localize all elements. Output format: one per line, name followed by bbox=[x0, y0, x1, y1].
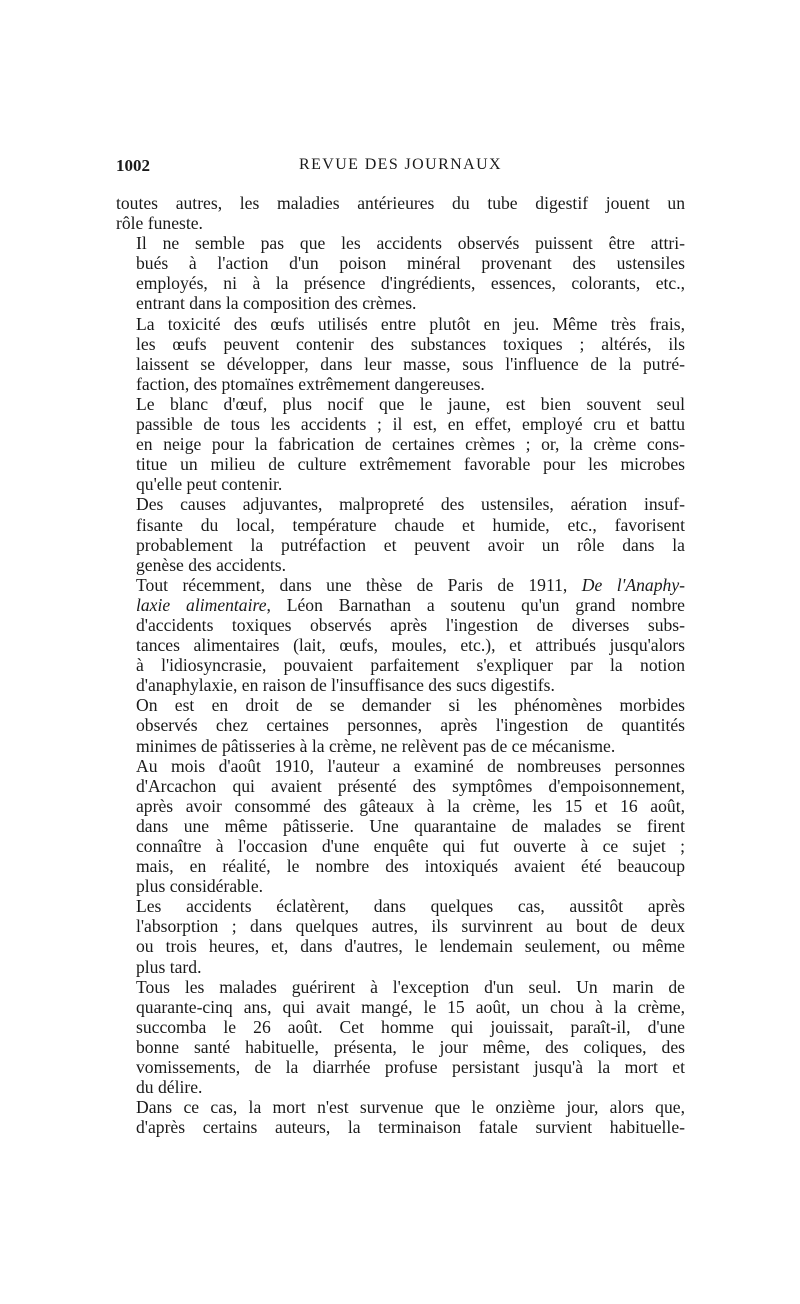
paragraph-mineral-poison bbox=[116, 233, 685, 313]
paragraph-onset-timing bbox=[116, 896, 685, 976]
paragraph-eleventh-day bbox=[116, 1097, 685, 1137]
paragraph-continuation bbox=[116, 193, 685, 233]
paragraph-egg-white bbox=[116, 394, 685, 494]
text-line: bués à l'action d'un poison minéral provenant des ustensiles bbox=[136, 253, 685, 274]
paragraph-barnathan-thesis bbox=[116, 575, 685, 696]
text-line: mais, en réalité, le nombre des intoxiqués avaient été beaucoup bbox=[136, 856, 685, 877]
text-line: après avoir consommé des gâteaux à la crème, les 15 et 16 août, bbox=[136, 795, 685, 816]
text-line: Il ne semble pas que les accidents observés puissent être attri- bbox=[136, 233, 685, 254]
text-line: Le blanc d'œuf, plus nocif que le jaune, est bien souvent seul bbox=[136, 393, 685, 414]
page-number: 1002 bbox=[116, 156, 150, 175]
text-line: entrant dans la composition des crèmes. bbox=[136, 293, 417, 314]
text-line: d'anaphylaxie, en raison de l'insuffisance des sucs digestifs. bbox=[136, 675, 555, 696]
text-line: vomissements, de la diarrhée profuse persistant jusqu'à la mort et bbox=[136, 1057, 685, 1078]
text-line: La toxicité des œufs utilisés entre plutôt en jeu. Même très frais, bbox=[136, 313, 685, 334]
text-line: employés, ni à la présence d'ingrédients, essences, colorants, etc., bbox=[136, 273, 685, 294]
text-line: plus considérable. bbox=[136, 876, 264, 897]
text-line: Des causes adjuvantes, malpropreté des ustensiles, aération insuf- bbox=[136, 494, 685, 515]
text-line: observés chez certaines personnes, après l'ingestion de quantités bbox=[136, 715, 685, 736]
running-head bbox=[116, 156, 685, 180]
paragraph-fatal-case bbox=[116, 977, 685, 1098]
text-line: les œufs peuvent contenir des substances toxiques ; altérés, ils bbox=[136, 333, 685, 354]
text-line: titue un milieu de culture extrêmement favorable pour les microbes bbox=[136, 454, 685, 475]
text-line: à l'idiosyncrasie, pouvaient parfaitement s'expliquer par la notion bbox=[136, 655, 685, 676]
paragraph-adjuvant-causes bbox=[116, 494, 685, 574]
text-line: ou trois heures, et, dans d'autres, le lendemain seulement, ou même bbox=[136, 936, 685, 957]
thesis-title-part: De l'Anaphy- bbox=[581, 574, 685, 595]
text-line: genèse des accidents. bbox=[136, 554, 286, 575]
text-line: connaître à l'occasion d'une enquête qui fut ouverte à ce sujet ; bbox=[136, 836, 685, 856]
text-line: toutes autres, les maladies antérieures du tube digestif jouent un bbox=[116, 193, 685, 213]
text-line: probablement la putréfaction et peuvent avoir un rôle dans la bbox=[136, 534, 685, 555]
text-line: bonne santé habituelle, présenta, le jour même, des coliques, des bbox=[136, 1036, 685, 1057]
text-line: du délire. bbox=[136, 1077, 203, 1098]
text-line: en neige pour la fabrication de certaines crèmes ; or, la crème cons- bbox=[136, 434, 685, 455]
text-line: dans une même pâtisserie. Une quarantaine de malades se firent bbox=[136, 815, 685, 836]
text-line: laxie alimentaire, Léon Barnathan a soutenu qu'un grand nombre bbox=[136, 594, 685, 615]
journal-title: REVUE DES JOURNAUX bbox=[299, 156, 502, 173]
text-line: quarante-cinq ans, qui avait mangé, le 15 août, un chou à la crème, bbox=[136, 996, 685, 1017]
paragraph-mechanism-question bbox=[116, 695, 685, 755]
text-line: plus tard. bbox=[136, 956, 202, 977]
text-line: minimes de pâtisseries à la crème, ne relèvent pas de ce mécanisme. bbox=[136, 735, 616, 756]
text-line: Les accidents éclatèrent, dans quelques cas, aussitôt après bbox=[136, 896, 685, 917]
text-line: succomba le 26 août. Cet homme qui jouissait, paraît-il, d'une bbox=[136, 1016, 685, 1037]
text-line: passible de tous les accidents ; il est, en effet, employé cru et battu bbox=[136, 414, 685, 435]
text-line: laissent se développer, dans leur masse, sous l'influence de la putré- bbox=[136, 353, 685, 374]
text-line: d'Arcachon qui avaient présenté des symptômes d'empoisonnement, bbox=[136, 775, 685, 796]
text-line: tances alimentaires (lait, œufs, moules, etc.), et attribués jusqu'alors bbox=[136, 635, 685, 656]
text-line: Dans ce cas, la mort n'est survenue que le onzième jour, alors que, bbox=[136, 1097, 685, 1118]
thesis-title-part: laxie alimentaire bbox=[136, 594, 267, 615]
text-line: qu'elle peut contenir. bbox=[136, 474, 283, 495]
text-line: Tous les malades guérirent à l'exception d'un seul. Un marin de bbox=[136, 976, 685, 997]
text-line: faction, des ptomaïnes extrêmement dangereuses. bbox=[136, 373, 485, 394]
paragraph-egg-toxicity bbox=[116, 314, 685, 394]
text-line: fisante du local, température chaude et humide, etc., favorisent bbox=[136, 514, 685, 535]
paragraph-arcachon-outbreak bbox=[116, 756, 685, 897]
text-line: d'accidents toxiques observés après l'ingestion de diverses subs- bbox=[136, 614, 685, 635]
text-line: d'après certains auteurs, la terminaison fatale survient habituelle- bbox=[136, 1117, 685, 1138]
text-line: On est en droit de se demander si les phénomènes morbides bbox=[136, 695, 685, 716]
text-line: Au mois d'août 1910, l'auteur a examiné de nombreuses personnes bbox=[136, 755, 685, 776]
text-line: l'absorption ; dans quelques autres, ils survinrent au bout de deux bbox=[136, 916, 685, 937]
text-line: Tout récemment, dans une thèse de Paris de 1911, De l'Anaphy- bbox=[136, 574, 685, 595]
body-text bbox=[116, 193, 685, 1137]
text-line: rôle funeste. bbox=[116, 213, 203, 234]
